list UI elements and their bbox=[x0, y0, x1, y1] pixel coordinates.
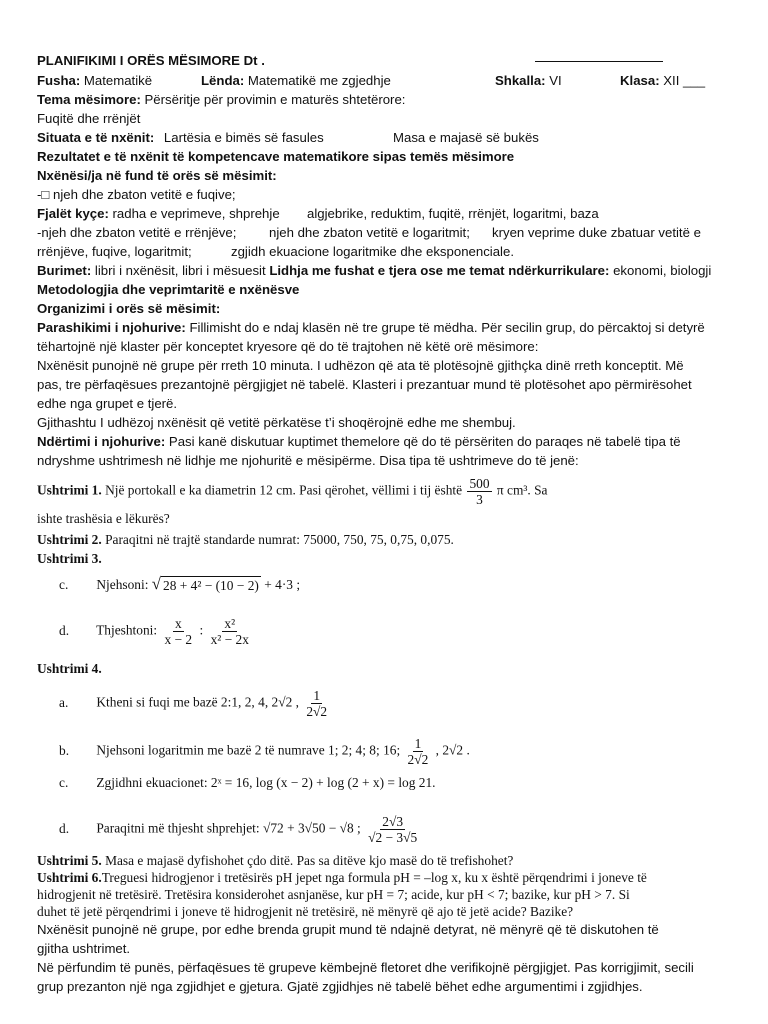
ndertimi-line-1: Ndërtimi i njohurive: Pasi kanë diskutuar kuptimet themelore që do të përsëriten do paraqes në tabelë tipa të bbox=[37, 434, 681, 449]
burimet-value: libri i nxënësit, libri i mësuesit bbox=[94, 263, 266, 278]
lenda-value: Matematikë me zgjedhje bbox=[247, 73, 391, 88]
outcome-3b: zgjidh ekuacione logaritmike dhe eksponenciale. bbox=[231, 244, 514, 259]
exercise-3d: d. Thjeshtoni: $\frac{x}{x - 2}$ : $\frac{\text{x²}}{\text{x² − 2x}}$ bbox=[59, 616, 249, 647]
lenda-row bbox=[201, 72, 391, 90]
exercise-4d: d. Paraqitni më thjesht shprehjet: √72 + 3√50 − √8 ; $\frac{2√3}{√2 - 3√5}$ bbox=[59, 814, 418, 845]
outcome-3a: rrënjëve, fuqive, logaritmit; bbox=[37, 244, 192, 259]
fjalet-row bbox=[37, 205, 280, 223]
situata-value-1: Lartësia e bimës së fasules bbox=[163, 130, 324, 145]
tema-label: Tema mësimore: bbox=[37, 92, 141, 107]
situata-label: Situata e të nxënit: bbox=[37, 130, 155, 145]
date-line bbox=[535, 48, 663, 66]
shkalla-row bbox=[495, 72, 562, 90]
outcome-2b: njeh dhe zbaton vetitë e logaritmit; bbox=[269, 225, 470, 240]
fusha-value: Matematikë bbox=[83, 73, 153, 88]
outcome-2c: kryen veprime duke zbatuar vetitë e bbox=[492, 225, 701, 240]
exercise-4b: b. Njehsoni logaritmin me bazë 2 të numrave 1; 2; 4; 8; 16; $\frac{1}{2√2}$ , 2√2 . bbox=[59, 736, 470, 767]
fusha-row bbox=[37, 72, 152, 90]
burimet-label: Burimet: bbox=[37, 263, 92, 278]
shkalla-value: VI bbox=[549, 73, 562, 88]
exercise-3d-fraction-1: $\frac{x}{x - 2}$ bbox=[164, 616, 193, 647]
exercise-6-line-3: duhet të jetë përqendrimi i joneve të hidrogjenit në tretësirë, në mënyrë që ajo të jetë acide? Bazike? bbox=[37, 904, 574, 919]
klasa-label: Klasa: bbox=[620, 73, 660, 88]
parashikimi-line-5: edhe nga grupet e tjerë. bbox=[37, 396, 178, 411]
closing-line-2: gjitha ushtrimet. bbox=[37, 941, 131, 956]
exercise-6-line-1: Ushtrimi 6.Treguesi hidrogjenor i tretësirës pH jepet nga formula pH = –log x, ku x është përqendrimi i joneve të bbox=[37, 870, 647, 885]
tema-row bbox=[37, 91, 405, 109]
exercise-5-label: Ushtrimi 5. bbox=[37, 853, 102, 868]
plan-title: PLANIFIKIMI I ORËS MËSIMORE Dt . bbox=[37, 53, 265, 68]
exercise-1-line-2: ishte trashësia e lëkurës? bbox=[37, 511, 170, 526]
closing-line-1: Nxënësit punojnë në grupe, por edhe brenda grupit mund të ndajnë detyrat, në mënyrë që të diskutohen të bbox=[37, 922, 659, 937]
exercise-2: Ushtrimi 2. Paraqitni në trajtë standarde numrat: 75000, 750, 75, 0,75, 0,075. bbox=[37, 532, 454, 547]
exercise-3c-radical: √ 28 + 4² − (10 − 2) bbox=[151, 574, 259, 594]
exercise-2-label: Ushtrimi 2. bbox=[37, 532, 102, 547]
parashikimi-line-6: Gjithashtu I udhëzoj nxënësit që vetitë përkatëse t’i shoqërojnë edhe me shembuj. bbox=[37, 415, 516, 430]
situata-value-2: Masa e majasë së bukës bbox=[393, 130, 539, 145]
exercise-4d-fraction: $\frac{2√3}{√2 - 3√5}$ bbox=[368, 814, 418, 845]
exercise-3-label: Ushtrimi 3. bbox=[37, 551, 102, 566]
exercise-6-label: Ushtrimi 6. bbox=[37, 870, 102, 885]
outcome-1: -□ njeh dhe zbaton vetitë e fuqive; bbox=[37, 187, 236, 202]
lidhja-label: Lidhja me fushat e tjera ose me temat ndërkurrikulare: bbox=[269, 263, 610, 278]
exercise-1: Ushtrimi 1. Një portokall e ka diametrin 12 cm. Pasi qërohet, vëllimi i tij është $\frac{500}{3}$ π cm³. Sa bbox=[37, 476, 548, 507]
klasa-row bbox=[620, 72, 705, 90]
metodologjia-heading: Metodologjia dhe veprimtaritë e nxënësve bbox=[37, 282, 300, 297]
exercise-4a-fraction: $\frac{1}{2√2}$ bbox=[306, 688, 328, 719]
tema-value: Përsëritje për provimin e maturës shtetërore: bbox=[144, 92, 406, 107]
exercise-1-label: Ushtrimi 1. bbox=[37, 482, 102, 498]
lidhja-value: ekonomi, biologji bbox=[613, 263, 712, 278]
fjalet-value-2: algjebrike, reduktim, fuqitë, rrënjët, logaritmi, baza bbox=[307, 206, 599, 221]
ndertimi-label: Ndërtimi i njohurive: bbox=[37, 434, 166, 449]
organizimi-heading: Organizimi i orës së mësimit: bbox=[37, 301, 221, 316]
ndertimi-line-2: ndryshme ushtrimesh në lidhje me njohuritë e mësipërme. Disa tipa të ushtrimeve do të jenë: bbox=[37, 453, 579, 468]
exercise-3c: c. Njehsoni: √ 28 + 4² − (10 − 2) + 4·3 ; bbox=[59, 574, 301, 594]
parashikimi-line-3: Nxënësit punojnë në grupe për rreth 10 minuta. I udhëzon që ata të plotësojnë gjithçka dinë rreth konceptit. Më bbox=[37, 358, 684, 373]
exercise-4a: a. Ktheni si fuqi me bazë 2:1, 2, 4, 2√2 , $\frac{1}{2√2}$ bbox=[59, 688, 328, 719]
exercise-3d-fraction-2: $\frac{\text{x²}}{\text{x² − 2x}}$ bbox=[210, 616, 249, 647]
exercise-6-line-2: hidrogjenit në tretësirë. Tretësira konsiderohet asnjanëse, kur pH = 7; acide, kur pH < 7; bazike, kur pH > 7. Si bbox=[37, 887, 630, 902]
shkalla-label: Shkalla: bbox=[495, 73, 546, 88]
tema-subtitle: Fuqitë dhe rrënjët bbox=[37, 111, 141, 126]
plan-title-row bbox=[37, 52, 265, 70]
closing-line-3: Në përfundim të punës, përfaqësues të grupeve këmbejnë fletoret dhe verifikojnë përgjigjet. Pas korrigjimit, secili bbox=[37, 960, 694, 975]
exercise-4c: c. Zgjidhni ekuacionet: 2ˣ = 16, log (x − 2) + log (2 + x) = log 21. bbox=[59, 775, 436, 790]
fjalet-value: radha e veprimeve, shprehje bbox=[112, 206, 280, 221]
situata-row bbox=[37, 129, 324, 147]
parashikimi-label: Parashikimi i njohurive: bbox=[37, 320, 186, 335]
parashikimi-line-1: Parashikimi i njohurive: Fillimisht do e ndaj klasën në tre grupe të mëdha. Për secilin grup, do përcaktoj si detyrë bbox=[37, 320, 705, 335]
exercise-4b-fraction: $\frac{1}{2√2}$ bbox=[407, 736, 429, 767]
exercise-5: Ushtrimi 5. Masa e majasë dyfishohet çdo ditë. Pas sa ditëve kjo masë do të trefishohet? bbox=[37, 853, 514, 868]
klasa-value: XII ___ bbox=[663, 73, 706, 88]
lenda-label: Lënda: bbox=[201, 73, 245, 88]
parashikimi-line-2: tëhartojnë një klaster për konceptet kryesore që do të trajtohen në këtë orë mësimore: bbox=[37, 339, 539, 354]
nxenesi-heading: Nxënësi/ja në fund të orës së mësimit: bbox=[37, 168, 277, 183]
burimet-row bbox=[37, 262, 711, 280]
rezultatet-heading: Rezultatet e të nxënit të kompetencave matematikore sipas temës mësimore bbox=[37, 149, 515, 164]
closing-line-4: grup prezanton një nga zgjidhjet e gjetura. Gjatë zgjidhjes në tabelë bëhet edhe argumentimi i zgjidhjes. bbox=[37, 979, 643, 994]
exercise-1-fraction: $\frac{500}{3}$ bbox=[469, 476, 490, 507]
parashikimi-line-4: pas, tre përfaqësues prezantojnë përgjigjet në tabelë. Klasteri i prezantuar mund të plotësohet apo përmirësohet bbox=[37, 377, 692, 392]
fusha-label: Fusha: bbox=[37, 73, 81, 88]
fjalet-label: Fjalët kyçe: bbox=[37, 206, 109, 221]
exercise-4-label: Ushtrimi 4. bbox=[37, 661, 102, 676]
outcome-2a: -njeh dhe zbaton vetitë e rrënjëve; bbox=[37, 225, 237, 240]
